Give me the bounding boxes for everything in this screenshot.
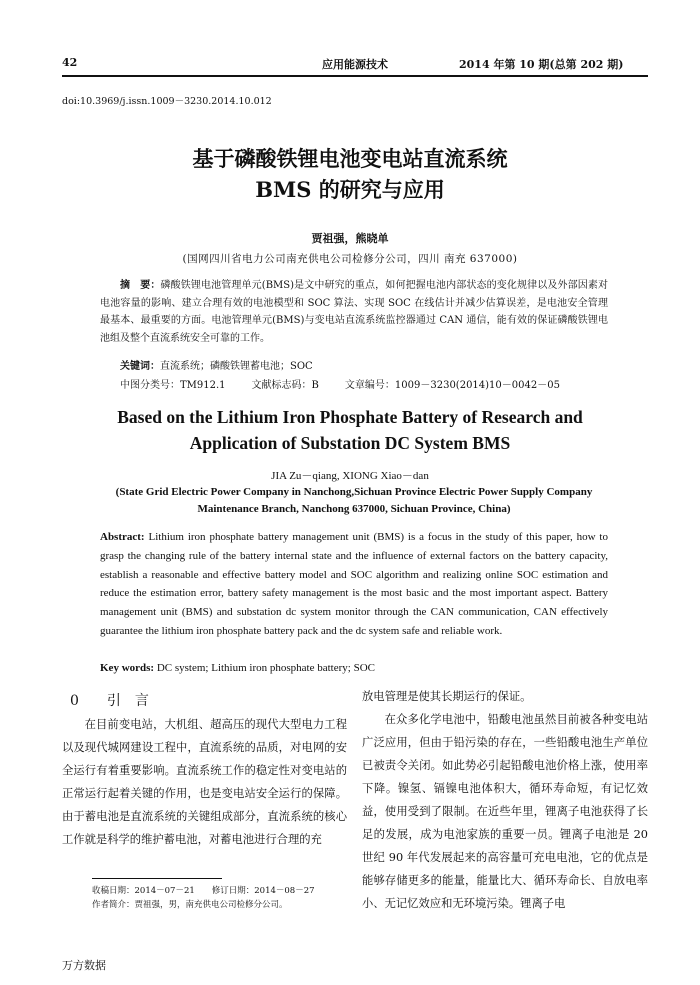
en-title xyxy=(0,404,700,456)
doi: doi:10.3969/j.issn.1009－3230.2014.10.012 xyxy=(62,96,272,107)
doc-code: 文献标志码：B xyxy=(251,380,319,391)
cn-keywords-text: 直流系统；磷酸铁锂蓄电池；SOC xyxy=(160,361,313,372)
footnote-received: 收稿日期：2014－07－21 修订日期：2014－08－27 xyxy=(92,886,315,896)
cn-classification xyxy=(120,376,586,391)
journal-name: 应用能源技术 xyxy=(322,58,388,71)
section-number: 0 xyxy=(70,693,93,709)
cn-title-line2: BMS 的研究与应用 xyxy=(255,177,445,202)
en-keywords xyxy=(100,662,608,674)
en-title-line2: Application of Substation DC System BMS xyxy=(189,433,511,453)
cn-affiliation: (国网四川省电力公司南充供电公司检修分公司，四川 南充 637000) xyxy=(182,253,518,265)
cn-abstract-text: 磷酸铁锂电池管理单元(BMS)是文中研究的重点，如何把握电池内部状态的变化规律以及外部因素对电池容量的影响、建立合理有效的电池模型和 SOC 算法、实现 SOC 在线估计并减少估算误差，是电池安全管理最基本、最重要的方面。电池管理单元(BMS)与变电站直流系统监控器通过 CAN 通信，能有效的保证磷酸铁锂电池组及整个直流系统安全可靠的工作。 xyxy=(100,280,608,344)
en-abstract xyxy=(100,528,608,641)
en-keywords-text: DC system; Lithium iron phosphate battery; SOC xyxy=(156,662,375,674)
footnote-rule xyxy=(92,878,222,879)
cn-authors: 贾祖强，熊晓单 xyxy=(311,232,389,245)
cn-abstract xyxy=(100,277,608,347)
left-column-text: 在目前变电站，大机组、超高压的现代大型电力工程以及现代城网建设工程中，直流系统的品质，对电网的安全运行有着重要影响。直流系统工作的稳定性对变电站的正常运行起着关键的作用，也是变电站安全运行的保障。由于蓄电池是直流系统的关键组成部分，直流系统的核心工作就是科学的维护蓄电池，对蓄电池进行合理的充 xyxy=(62,718,347,846)
cn-title xyxy=(0,143,700,205)
right-column xyxy=(362,685,648,915)
header-rule xyxy=(62,75,648,77)
en-affiliation: (State Grid Electric Power Company in Nanchong,Sichuan Province Electric Power Supply Company Maintenance Branch, Nanchong 637000, Sichuan Province, China) xyxy=(115,486,593,515)
en-title-line1: Based on the Lithium Iron Phosphate Battery of Research and xyxy=(117,407,583,427)
article-number: 文章编号：1009－3230(2014)10－0042－05 xyxy=(344,380,560,391)
en-abstract-text: Lithium iron phosphate battery management unit (BMS) is a focus in the study of this paper, how to grasp the changing rule of the battery internal state and the influence of external factors on the battery capacity, establish a reasonable and effective battery model and SOC algorithm and realizing online SOC estimation and reduce the estimation error, battery safety management is the most basic and the most important aspect. Battery management unit (BMS) and substation dc system monitor through the CAN communication, CAN effectively guarantee the lithium iron phosphate battery pack and the dc system safe and reliable work. xyxy=(100,531,608,637)
class-number: 中图分类号：TM912.1 xyxy=(120,380,226,391)
en-abstract-label: Abstract: xyxy=(100,531,145,543)
right-col-para2: 在众多化学电池中，铅酸电池虽然目前被各种变电站广泛应用，但由于铅污染的存在，一些铅酸电池生产单位已被责令关闭。如此势必引起铅酸电池价格上涨，使用率下降。镍氢、镉镍电池体积大，循环寿命短，有记忆效益，使用受到了限制。在近些年里，锂离子电池获得了长足的发展，成为电池家族的重要一员。锂离子电池是 20 世纪 90 年代发展起来的高容量可充电电池，它的优点是能够存储更多的能量，能量比大、循环寿命长、自放电率小、无记忆效应和无环境污染。锂离子电 xyxy=(362,713,648,910)
en-authors: JIA Zu－qiang, XIONG Xiao－dan xyxy=(271,470,429,482)
page-number: 42 xyxy=(62,56,78,69)
cn-abstract-label: 摘 要： xyxy=(120,280,161,291)
footnote-author: 作者简介：贾祖强，男，南充供电公司检修分公司。 xyxy=(92,900,288,910)
cn-title-line1: 基于磷酸铁锂电池变电站直流系统 xyxy=(192,146,508,171)
issue-info: 2014 年第 10 期(总第 202 期) xyxy=(459,58,624,71)
cn-keywords-label: 关键词： xyxy=(120,361,160,372)
section-title: 引言 xyxy=(106,693,163,709)
footer-watermark: 万方数据 xyxy=(62,959,106,972)
en-keywords-label: Key words: xyxy=(100,662,155,674)
right-col-para1: 放电管理是使其长期运行的保证。 xyxy=(362,690,532,703)
cn-keywords xyxy=(120,357,313,372)
footnote xyxy=(92,884,352,912)
section-heading xyxy=(70,690,163,710)
